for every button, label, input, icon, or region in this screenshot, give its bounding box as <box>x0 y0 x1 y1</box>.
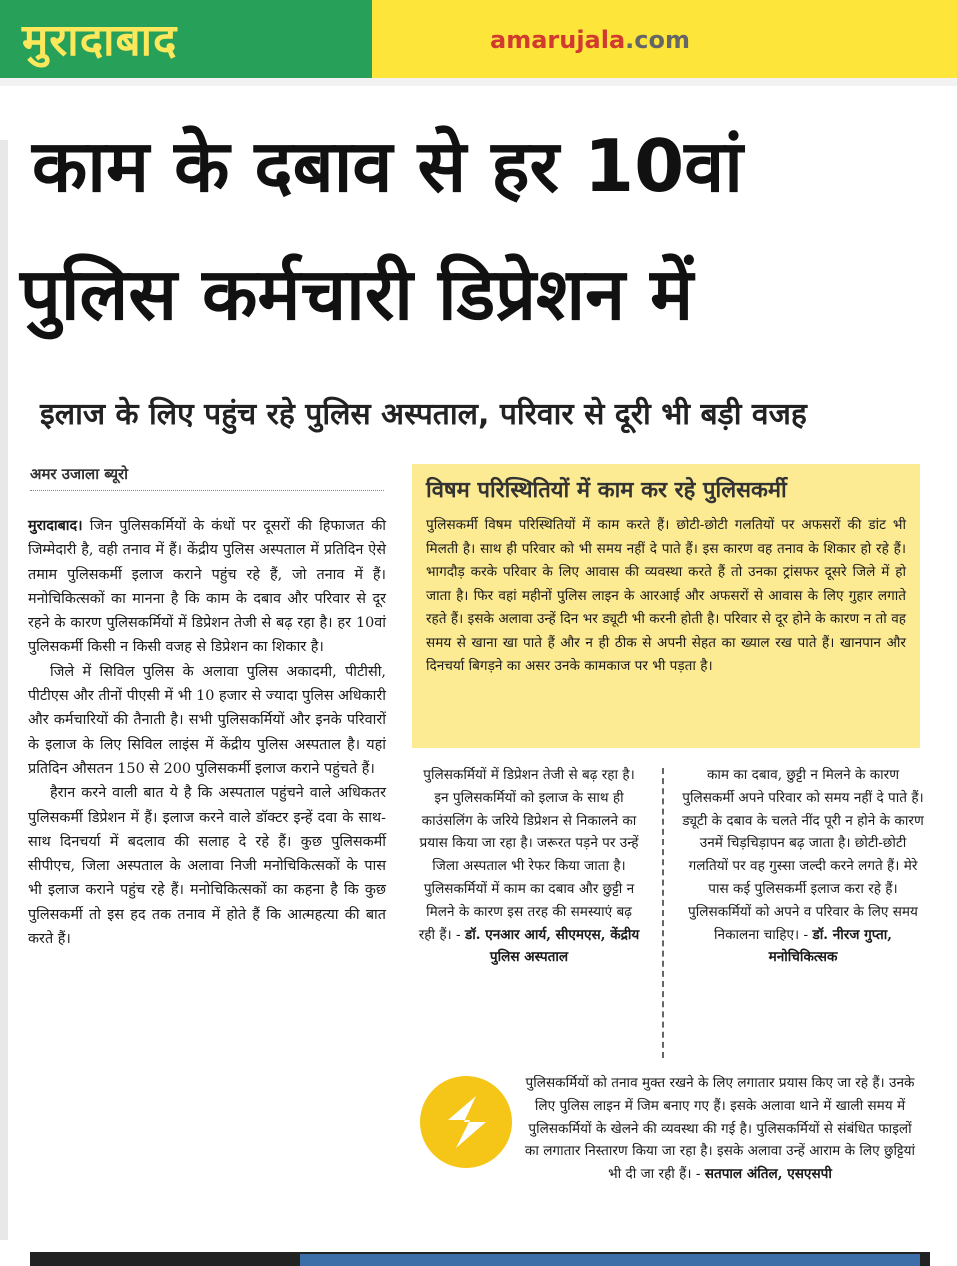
byline-divider <box>30 490 384 491</box>
dateline: मुरादाबाद। <box>28 517 83 534</box>
quote-ssp-signature: सतपाल अंतिल, एसएसपी <box>704 1166 832 1183</box>
header-divider <box>0 78 957 86</box>
main-story <box>28 514 386 951</box>
quote-doctor-arya-text: पुलिसकर्मियों में डिप्रेशन तेजी से बढ़ रहा है। इन पुलिसकर्मियों को इलाज के साथ ही काउंसलिंग के जरिये डिप्रेशन से निकालने का प्रयास किया जा रहा है। जरूरत पड़ने पर उन्हें जिला अस्पताल भी रेफर किया जाता है। पुलिसकर्मियों में काम का दबाव और छुट्टी न मिलने के कारण इस तरह की समस्याएं बढ़ रही हैं। - <box>418 767 639 943</box>
highlight-box-text: पुलिसकर्मी विषम परिस्थितियों में काम करते हैं। छोटी-छोटी गलतियों पर अफसरों की डांट भी मिलती है। साथ ही परिवार को भी समय नहीं दे पाते हैं। इस कारण वह तनाव के शिकार हो रहे हैं। भागदौड़ करके परिवार के लिए आवास की व्यवस्था करते हैं तो उनका ट्रांसफर दूसरे जिले में हो जाता है। फिर वहां महीनों पुलिस लाइन के आरआई और अफसरों से आवास के लिए गुहार लगाते रहते हैं। इसके अलावा उन्हें दिन भर ड्यूटी भी करनी होती है। परिवार से दूर होने के कारण न तो वह समय से खाना खा पाते हैं और न ही ठीक से अपनी सेहत का ख्याल रख पाते हैं। खानपान और दिनचर्या बिगड़ने का असर उनके कामकाज पर भी पड़ता है। <box>426 517 906 674</box>
bottom-image-strip-photo <box>300 1254 920 1266</box>
story-paragraph-3: हैरान करने वाली बात ये है कि अस्पताल पहुंचने वाले अधिकतर पुलिसकर्मी डिप्रेशन में हैं। इलाज करने वाले डॉक्टर इन्हें दवा के साथ-साथ दिनचर्या में बदलाव की सलाह दे रहे हैं। कुछ पुलिसकर्मी सीपीएच, जिला अस्पताल के अलावा निजी मनोचिकित्सकों के पास भी इलाज कराने पहुंच रहे हैं। मनोचिकित्सकों का कहना है कि कुछ पुलिसकर्मी तो इस हद तक तनाव में होते हैं कि आत्महत्या की बात करते हैं। <box>28 785 386 948</box>
amar-ujala-logo-icon <box>420 1076 512 1168</box>
margin-line <box>0 140 8 1240</box>
story-paragraph-1 <box>28 514 386 660</box>
masthead <box>0 0 957 78</box>
quote-doctor-arya <box>418 764 640 969</box>
quote-ssp-text: पुलिसकर्मियों को तनाव मुक्त रखने के लिए लगातार प्रयास किए जा रहे हैं। उनके लिए पुलिस लाइन में जिम बनाए गए हैं। इसके अलावा थाने में खाली समय में पुलिसकर्मियों के खेलने की व्यवस्था की गई है। पुलिसकर्मियों से संबंधित फाइलों का लगातार निस्तारण किया जा रहा है। इसके अलावा उन्हें आराम के लिए छुट्टियां भी दी जा रही हैं। - <box>524 1075 916 1183</box>
site-logo-text[interactable] <box>490 26 690 54</box>
headline-line-2: पुलिस कर्मचारी डिप्रेशन में <box>20 252 694 336</box>
story-paragraph-2: जिले में सिविल पुलिस के अलावा पुलिस अकादमी, पीटीसी, पीटीएस और तीनों पीएसी में भी 10 हजार से ज्यादा पुलिस अधिकारी और कर्मचारियों की तैनाती है। सभी पुलिसकर्मियों और इनके परिवारों के इलाज के लिए सिविल लाइंस में केंद्रीय पुलिस अस्पताल है। यहां प्रतिदिन औसतन 150 से 200 पुलिसकर्मी इलाज कराने पहुंचते हैं। <box>28 663 386 777</box>
subheadline: इलाज के लिए पहुंच रहे पुलिस अस्पताल, परिवार से दूरी भी बड़ी वजह <box>40 397 807 432</box>
byline: अमर उजाला ब्यूरो <box>30 465 129 483</box>
quote-doctor-gupta-signature: डॉ. नीरज गुप्ता, मनोचिकित्सक <box>768 926 892 966</box>
city-name: मुरादाबाद <box>22 15 178 66</box>
quote-ssp <box>520 1072 920 1186</box>
column-divider <box>662 768 664 1058</box>
quote-doctor-gupta <box>680 764 926 969</box>
quote-doctor-gupta-text: काम का दबाव, छुट्टी न मिलने के कारण पुलिसकर्मी अपने परिवार को समय नहीं दे पाते हैं। ड्यूटी के दबाव के चलते नींद पूरी न होने के कारण उनमें चिड़चिड़ापन बढ़ जाता है। छोटी-छोटी गलतियों पर वह गुस्सा जल्दी करने लगते हैं। मेरे पास कई पुलिसकर्मी इलाज करा रहे हैं। पुलिसकर्मियों को अपने व परिवार के लिए समय निकालना चाहिए। - <box>682 767 924 943</box>
brand-banner <box>372 0 957 78</box>
site-name: amarujala <box>490 26 626 54</box>
quote-doctor-arya-signature: डॉ. एनआर आर्य, सीएमएस, केंद्रीय पुलिस अस्पताल <box>464 926 640 966</box>
story-text-1: जिन पुलिसकर्मियों के कंधों पर दूसरों की हिफाजत की जिम्मेदारी है, वही तनाव में हैं। केंद्रीय पुलिस अस्पताल में प्रतिदिन ऐसे तमाम पुलिसकर्मी इलाज कराने पहुंच रहे हैं, जो तनाव में हैं। मनोचिकित्सकों का मानना है कि काम के दबाव और परिवार से दूर रहने के कारण पुलिसकर्मियों में डिप्रेशन तेजी से बढ़ रहा है। हर 10वां पुलिसकर्मी किसी न किसी वजह से डिप्रेशन का शिकार है। <box>28 518 387 656</box>
highlight-box-title: विषम परिस्थितियों में काम कर रहे पुलिसकर्मी <box>426 478 787 503</box>
headline-line-1: काम के दबाव से हर 10वां <box>32 124 743 208</box>
highlight-box <box>412 464 920 748</box>
site-domain: .com <box>625 26 691 54</box>
city-banner <box>0 0 372 78</box>
